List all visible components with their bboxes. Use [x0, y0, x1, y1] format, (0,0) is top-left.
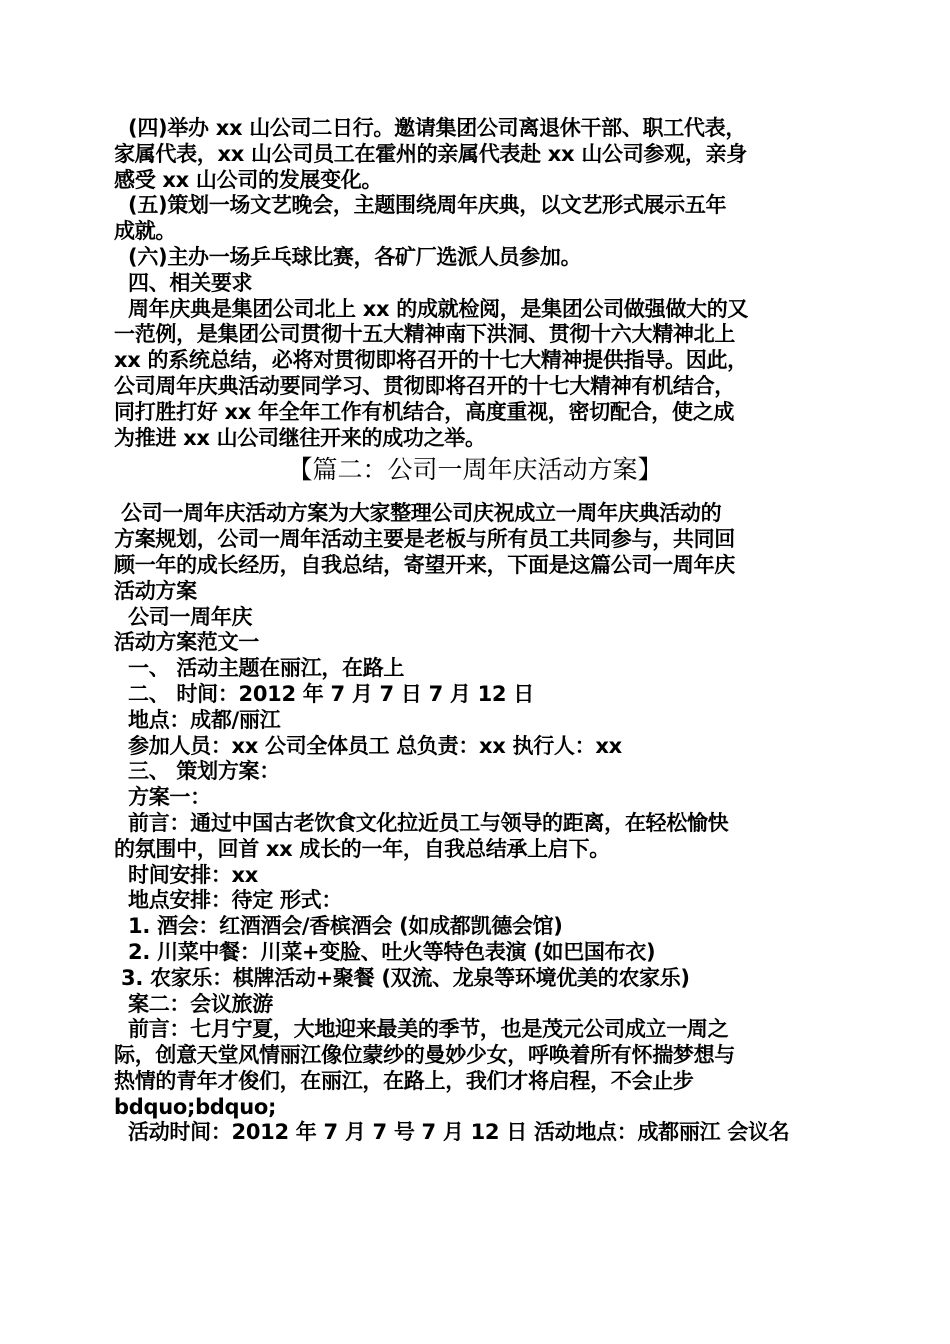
paragraph-line: 公司周年庆典活动要同学习、贯彻即将召开的十七大精神有机结合，	[114, 373, 735, 398]
paragraph-line: 四、相关要求	[114, 270, 253, 295]
paragraph-line: 公司一周年庆活动方案为大家整理公司庆祝成立一周年庆典活动的	[114, 501, 722, 526]
paragraph-line: 同打胜打好 xx 年全年工作有机结合，高度重视，密切配合，使之成	[114, 399, 735, 424]
section-heading: 【篇二：公司一周年庆活动方案】	[287, 455, 663, 485]
paragraph-line: 顾一年的成长经历，自我总结，寄望开来，下面是这篇公司一周年庆	[114, 552, 735, 577]
paragraph-line: 地点：成都/丽江	[114, 707, 281, 732]
paragraph-line: 为推进 xx 山公司继往开来的成功之举。	[114, 425, 486, 450]
paragraph-line: 际，创意天堂风情丽江像位蒙纱的曼妙少女，呼唤着所有怀揣梦想与	[114, 1043, 735, 1068]
paragraph-line: 活动方案	[114, 578, 197, 603]
section-one	[114, 116, 836, 451]
paragraph-line: (四)举办 xx 山公司二日行。邀请集团公司离退休干部、职工代表，	[114, 116, 747, 140]
paragraph-line: 的氛围中，回首 xx 成长的一年，自我总结承上启下。	[114, 836, 610, 861]
section-two	[114, 501, 836, 1146]
paragraph-line: 1. 酒会：红酒酒会/香槟酒会 (如成都凯德会馆)	[114, 914, 563, 939]
paragraph-line: 活动方案范文一	[114, 630, 259, 655]
paragraph-line: 前言：七月宁夏，大地迎来最美的季节，也是茂元公司成立一周之	[114, 1017, 729, 1042]
paragraph-line: 地点安排：待定 形式：	[114, 888, 343, 913]
paragraph-line: (六)主办一场乒乓球比赛，各矿厂选派人员参加。	[114, 244, 582, 269]
paragraph-line: 3. 农家乐：棋牌活动+聚餐 (双流、龙泉等环境优美的农家乐)	[114, 965, 690, 990]
paragraph-line: 2. 川菜中餐：川菜+变脸、吐火等特色表演 (如巴国布衣)	[114, 939, 656, 964]
paragraph-line: 热情的青年才俊们，在丽江，在路上，我们才将启程，不会止步	[114, 1068, 694, 1093]
paragraph-line: 前言：通过中国古老饮食文化拉近员工与领导的距离，在轻松愉快	[114, 810, 729, 835]
paragraph-line: bdquo;bdquo;	[114, 1094, 277, 1119]
paragraph-line: (五)策划一场文艺晚会，主题围绕周年庆典，以文艺形式展示五年	[114, 193, 727, 218]
paragraph-line: 一、 活动主题在丽江，在路上	[114, 656, 405, 681]
paragraph-line: 二、 时间：2012 年 7 月 7 日 7 月 12 日	[114, 681, 534, 706]
paragraph-line: 参加人员：xx 公司全体员工 总负责：xx 执行人：xx	[114, 733, 622, 758]
paragraph-line: 感受 xx 山公司的发展变化。	[114, 167, 383, 192]
paragraph-line: 方案一：	[114, 785, 211, 810]
paragraph-line: xx 的系统总结，必将对贯彻即将召开的十七大精神提供指导。因此，	[114, 348, 748, 373]
paragraph-line: 方案规划，公司一周年活动主要是老板与所有员工共同参与，共同回	[114, 527, 735, 552]
paragraph-line: 活动时间：2012 年 7 月 7 号 7 月 12 日 活动地点：成都丽江 会议名	[114, 1120, 790, 1145]
paragraph-line: 案二：会议旅游	[114, 991, 273, 1016]
paragraph-line: 公司一周年庆	[114, 604, 253, 629]
document-body	[114, 116, 836, 1146]
paragraph-line: 周年庆典是集团公司北上 xx 的成就检阅，是集团公司做强做大的又	[114, 296, 749, 321]
paragraph-line: 成就。	[114, 219, 177, 244]
paragraph-line: 三、 策划方案：	[114, 759, 280, 784]
paragraph-line: 家属代表，xx 山公司员工在霍州的亲属代表赴 xx 山公司参观，亲身	[114, 141, 747, 166]
paragraph-line: 一范例，是集团公司贯彻十五大精神南下洪洞、贯彻十六大精神北上	[114, 322, 735, 347]
paragraph-line: 时间安排：xx	[114, 862, 259, 887]
